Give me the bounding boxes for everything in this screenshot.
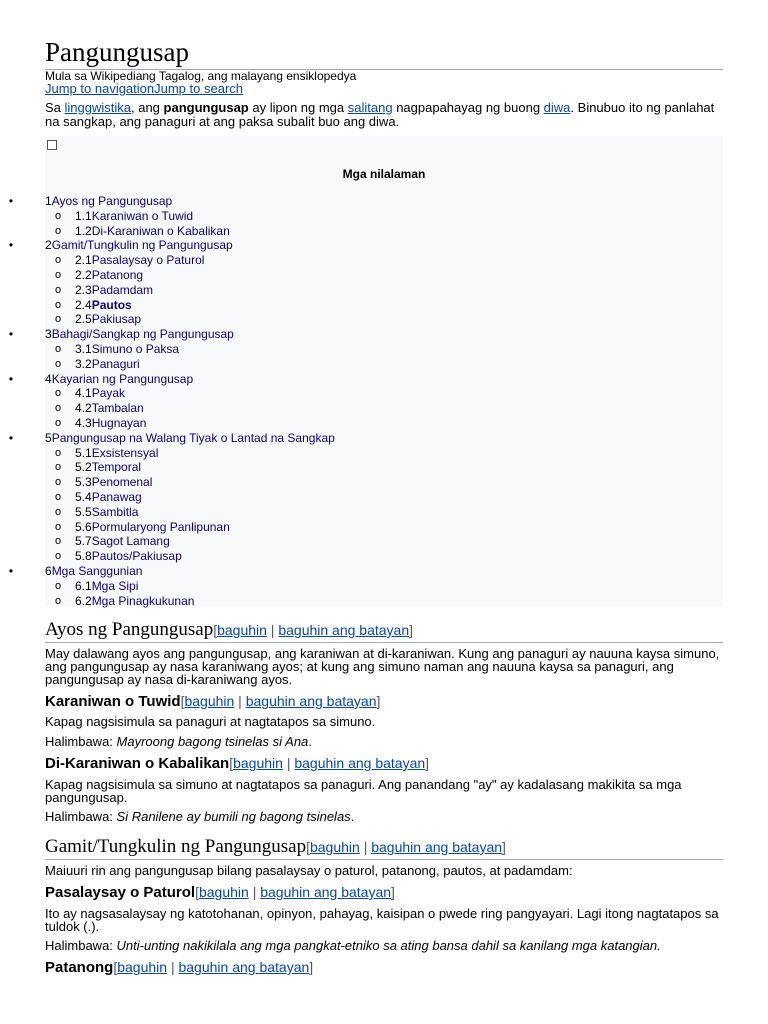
toc-number: 5.7 [75, 534, 92, 549]
heading-text: Ayos ng Pangungusap [45, 619, 214, 640]
toc-item[interactable] [54, 401, 144, 416]
example-line [45, 810, 723, 823]
bullet-circle-icon: o [54, 417, 62, 429]
toc-number: 2.1 [75, 253, 92, 268]
bullet-circle-icon: o [54, 224, 62, 237]
bracket: ] [409, 622, 414, 638]
bullet-circle-icon: o [54, 313, 62, 326]
edit-source-link[interactable]: baguhin ang batayan [178, 959, 310, 975]
bullet-disc-icon: • [8, 327, 14, 342]
toc-item[interactable] [8, 327, 234, 342]
edit-links [113, 959, 313, 975]
heading-patanong [45, 958, 313, 977]
edit-source-link[interactable]: baguhin ang batayan [245, 693, 377, 709]
bracket: [ [195, 884, 199, 900]
paragraph: Kapag nagsisimula sa panaguri at nagtatapos sa simuno. [45, 714, 376, 729]
bullet-disc-icon: • [8, 194, 14, 208]
example-label: Halimbawa: [45, 734, 117, 749]
example-text: Mayroong bagong tsinelas si Ana [116, 734, 309, 749]
heading-di-karaniwan [45, 754, 429, 773]
toc-item[interactable] [54, 534, 170, 549]
edit-links [181, 693, 381, 709]
toc-number: 3.2 [75, 356, 92, 371]
bullet-circle-icon: o [54, 298, 62, 311]
toc-item[interactable] [8, 430, 335, 446]
toc-link[interactable]: Exsistensyal [91, 445, 159, 460]
edit-source-link[interactable]: baguhin ang batayan [278, 622, 410, 638]
toc-item[interactable] [54, 519, 230, 535]
toc-link[interactable]: Pormularyong Panlipunan [91, 519, 230, 534]
toc-link[interactable]: Panaguri [91, 356, 140, 371]
bullet-circle-icon: o [54, 594, 62, 607]
paragraph: Kapag nagsisimula sa simuno at nagtatapos sa panaguri. Ang panandang "ay" ay kadalasang makikita sa mga pangungusap. [45, 777, 682, 805]
toc-item[interactable] [54, 342, 180, 357]
toc-link[interactable]: Payak [91, 386, 126, 401]
jump-to-navigation-link[interactable]: Jump to navigation [45, 81, 155, 96]
heading-text: Di-Karaniwan o Kabalikan [45, 755, 230, 772]
bullet-disc-icon: • [8, 564, 14, 578]
toc-number: 6.2 [75, 593, 92, 608]
bracket: [ [213, 622, 218, 638]
separator: | [167, 959, 179, 975]
toc-number: 2.3 [75, 282, 92, 297]
edit-link[interactable]: baguhin [309, 839, 360, 855]
toc-number: 1.1 [75, 208, 92, 223]
toc-number: 2 [45, 238, 52, 253]
bracket: ] [425, 755, 430, 771]
bullet-circle-icon: o [54, 476, 62, 489]
toc-link[interactable]: Hugnayan [91, 416, 147, 430]
bullet-disc-icon: • [8, 371, 14, 386]
toc-item[interactable] [8, 194, 173, 209]
intro-text: nagpapahayag ng buong [392, 100, 544, 115]
edit-links [195, 884, 395, 900]
edit-link[interactable]: baguhin [184, 693, 235, 709]
toc-number: 5.6 [75, 519, 92, 534]
toc-item[interactable] [54, 208, 194, 224]
bracket: ] [502, 839, 506, 855]
toc-link[interactable]: Pautos/Pakiusap [91, 549, 182, 564]
page-title: Pangungusap [45, 36, 723, 70]
toc-number: 5.2 [75, 460, 92, 475]
toc-number: 3 [45, 327, 52, 342]
toc-number: 6.1 [75, 578, 92, 593]
toc-number: 2.2 [75, 268, 92, 282]
bracket: [ [180, 693, 185, 709]
bullet-circle-icon: o [54, 550, 62, 563]
edit-links [229, 755, 429, 771]
edit-links [306, 839, 506, 855]
example-line [45, 735, 723, 748]
toc-item[interactable] [54, 416, 147, 431]
example-line [45, 939, 723, 952]
toc-link[interactable]: Pakiusap [91, 312, 142, 327]
link-diwa[interactable]: diwa [543, 100, 571, 115]
heading-text: Karaniwan o Tuwid [45, 693, 181, 710]
intro-paragraph [45, 101, 723, 129]
bullet-circle-icon: o [54, 283, 62, 296]
toc-item[interactable] [54, 490, 142, 505]
toc-link[interactable]: Ayos ng Pangungusap [51, 194, 173, 208]
intro-text: . Binubuo ito ng panlahat na sangkap, ang panaguri at ang paksa subalit buo ang diwa. [45, 100, 715, 129]
toc-item[interactable] [54, 504, 139, 520]
toc-link[interactable]: Pasalaysay o Paturol [91, 253, 205, 268]
bullet-circle-icon: o [54, 491, 62, 503]
bullet-circle-icon: o [54, 505, 62, 518]
toc-link[interactable]: Panawag [91, 490, 142, 504]
toc-number: 6 [45, 564, 52, 578]
heading-karaniwan [45, 692, 380, 711]
toc-item[interactable] [54, 312, 142, 327]
paragraph: Ito ay nagsasalaysay ng katotohanan, opinyon, pahayag, kaisipan o pwede ring pangyayari. Lagi itong nagtatapos sa tuldok (.). [45, 906, 719, 934]
toc-item[interactable] [54, 268, 144, 283]
toc-link[interactable]: Gamit/Tungkulin ng Pangungusap [51, 238, 233, 253]
toc-link[interactable]: Kayarian ng Pangungusap [51, 371, 194, 386]
edit-link[interactable]: baguhin [198, 884, 249, 900]
toc-item[interactable] [54, 460, 142, 475]
toc-item[interactable] [54, 386, 126, 401]
toc-link[interactable]: Mga Sanggunian [51, 564, 143, 578]
toc-number: 4 [45, 371, 52, 386]
toc-number: 5.3 [75, 475, 92, 490]
bracket: [ [113, 959, 118, 975]
toc-link[interactable]: Karaniwan o Tuwid [91, 208, 194, 223]
example-text: Si Ranilene ay bumili ng bagong tsinelas [116, 809, 351, 824]
toc-link[interactable]: Patanong [91, 268, 144, 282]
edit-source-link[interactable]: baguhin ang batayan [371, 839, 503, 855]
bullet-disc-icon: • [8, 238, 14, 253]
toc-item[interactable] [54, 549, 182, 564]
toc-link[interactable]: Di-Karaniwan o Kabalikan [91, 223, 230, 238]
bullet-circle-icon: o [54, 343, 62, 355]
toc-number: 3.1 [75, 342, 92, 356]
toc-item[interactable] [54, 223, 230, 239]
toc-item[interactable] [54, 297, 132, 313]
toc-item[interactable] [54, 445, 159, 461]
intro-text: , ang [131, 100, 164, 115]
bullet-circle-icon: o [54, 254, 62, 267]
toc-item[interactable] [8, 238, 233, 253]
toc-item[interactable] [8, 564, 143, 579]
bracket: [ [306, 839, 310, 855]
toc-item[interactable] [54, 578, 139, 594]
toc-link[interactable]: Pautos [91, 297, 132, 312]
bullet-circle-icon: o [54, 520, 62, 533]
site-subtitle: Mula sa Wikipediang Tagalog, ang malayang ensiklopedya [45, 69, 357, 83]
edit-link[interactable]: baguhin [217, 622, 267, 638]
bullet-circle-icon: o [54, 387, 62, 400]
toc-number: 4.3 [75, 416, 92, 430]
toc-title: Mga nilalaman [342, 167, 426, 181]
jump-to-search-link[interactable]: Jump to search [154, 81, 243, 96]
paragraph: Maiuuri rin ang pangungusap bilang pasalaysay o paturol, patanong, pautos, at padamdam: [45, 863, 573, 878]
edit-link[interactable]: baguhin [233, 755, 283, 771]
example-label: Halimbawa: [45, 809, 117, 824]
toc-link[interactable]: Tambalan [91, 401, 144, 416]
bullet-circle-icon: o [54, 535, 62, 548]
toc-number: 4.2 [75, 401, 92, 416]
toc-item[interactable] [54, 593, 195, 609]
intro-text: Sa [45, 100, 65, 115]
edit-source-link[interactable]: baguhin ang batayan [260, 884, 392, 900]
toc-item[interactable] [54, 253, 205, 268]
heading-text: Gamit/Tungkulin ng Pangungusap [45, 836, 307, 857]
toc-link[interactable]: Sagot Lamang [91, 534, 170, 549]
toc-number: 2.5 [75, 312, 92, 327]
table-of-contents [8, 136, 723, 608]
example-label: Halimbawa: [45, 938, 117, 953]
bullet-circle-icon: o [54, 402, 62, 415]
heading-ayos [45, 619, 723, 643]
heading-gamit [45, 836, 723, 860]
bullet-disc-icon: • [8, 430, 14, 445]
heading-text: Patanong [45, 959, 114, 976]
toc-link[interactable]: Bahagi/Sangkap ng Pangungusap [51, 327, 234, 342]
toc-number: 4.1 [75, 386, 92, 401]
jump-links [45, 82, 243, 96]
toc-link[interactable]: Pangungusap na Walang Tiyak o Lantad na Sangkap [51, 430, 335, 445]
intro-bold-term: pangungusap [163, 100, 249, 115]
toc-toggle-checkbox[interactable] [47, 140, 57, 150]
toc-number: 5 [45, 430, 52, 445]
bracket: [ [229, 755, 234, 771]
bracket: ] [391, 884, 395, 900]
toc-link[interactable]: Temporal [91, 460, 142, 475]
heading-text: Pasalaysay o Paturol [45, 884, 196, 901]
separator: | [266, 622, 279, 638]
toc-item[interactable] [54, 356, 140, 372]
toc-number: 2.4 [75, 297, 92, 312]
toc-link[interactable]: Simuno o Paksa [91, 342, 180, 356]
bullet-circle-icon: o [54, 579, 62, 592]
link-salitang[interactable]: salitang [347, 100, 393, 115]
separator: | [248, 884, 261, 900]
toc-number: 5.5 [75, 504, 92, 519]
link-linggwistika[interactable]: linggwistika [64, 100, 131, 115]
separator: | [282, 755, 295, 771]
separator: | [359, 839, 372, 855]
edit-source-link[interactable]: baguhin ang batayan [294, 755, 426, 771]
toc-number: 5.4 [75, 490, 92, 504]
heading-pasalaysay [45, 883, 395, 902]
separator: | [234, 693, 246, 709]
bullet-circle-icon: o [54, 269, 62, 281]
bullet-circle-icon: o [54, 446, 62, 459]
toc-link[interactable]: Padamdam [91, 282, 154, 297]
paragraph: May dalawang ayos ang pangungusap, ang karaniwan at di-karaniwan. Kung ang panaguri ay nauuna kaysa simuno, ang pangungusap ay nasa karaniwang ayos; at kung ang simuno naman ang nauuna kaysa sa panaguri, ang pangungusap ay nasa di-karaniwang ayos. [45, 646, 720, 687]
example-text: Unti-unting nakikilala ang mga pangkat-etniko sa ating bansa dahil sa kanilang mga katangian. [116, 938, 661, 953]
bullet-circle-icon: o [54, 357, 62, 370]
bullet-circle-icon: o [54, 209, 62, 222]
bracket: ] [376, 693, 381, 709]
intro-text: ay lipon ng mga [248, 100, 348, 115]
example-end: . [350, 809, 355, 824]
bullet-circle-icon: o [54, 461, 62, 474]
toc-link[interactable]: Penomenal [91, 475, 153, 490]
toc-number: 5.1 [75, 445, 92, 460]
toc-link[interactable]: Sambitla [91, 504, 139, 519]
toc-link[interactable]: Mga Pinagkukunan [91, 593, 195, 608]
toc-link[interactable]: Mga Sipi [91, 578, 139, 593]
example-end: . [308, 734, 312, 749]
bracket: ] [309, 959, 314, 975]
toc-item[interactable] [54, 475, 153, 490]
toc-number: 5.8 [75, 549, 92, 564]
toc-item[interactable] [54, 282, 154, 298]
edit-links [213, 622, 413, 638]
toc-item[interactable] [8, 371, 194, 387]
toc-number: 1.2 [75, 223, 92, 238]
edit-link[interactable]: baguhin [117, 959, 168, 975]
toc-number: 1 [45, 194, 52, 208]
